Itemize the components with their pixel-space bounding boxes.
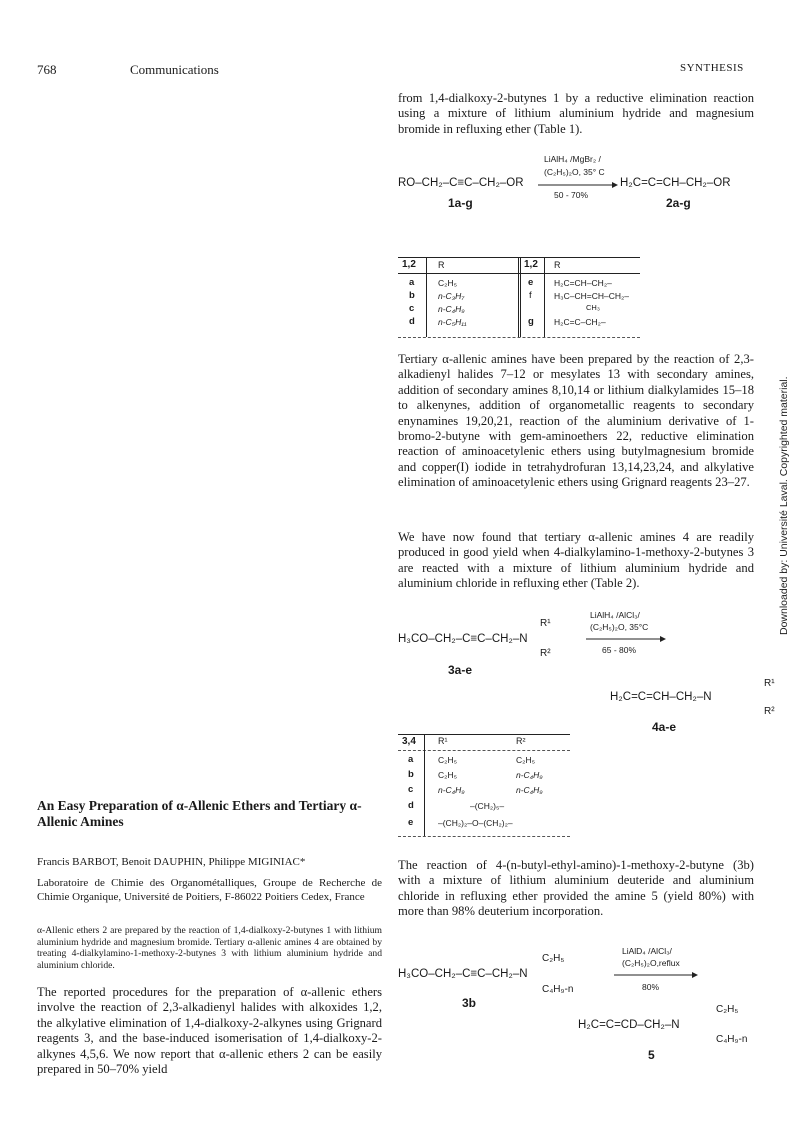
scheme2-arrow bbox=[586, 632, 666, 644]
scheme3-product-label: 5 bbox=[648, 1048, 655, 1062]
scheme3-yield: 80% bbox=[642, 982, 660, 992]
scheme3-product: H₂C=C=CD–CH₂–N bbox=[578, 1019, 680, 1031]
table2-row-c-r1: n-C₄H₉ bbox=[438, 785, 465, 795]
table2-row-a-r2: C₂H₅ bbox=[516, 755, 536, 765]
scheme1-product-label: 2a-g bbox=[666, 196, 691, 210]
scheme1-reagent-mid: (C₂H₅)₂O, 35° C bbox=[544, 167, 605, 177]
scheme3-sub-top: C₂H₅ bbox=[542, 953, 565, 964]
table2-row-c-id: c bbox=[408, 784, 414, 795]
scheme2-reagent-mid: (C₂H₅)₂O, 35°C bbox=[590, 622, 649, 632]
paragraph-deuterium: The reaction of 4-(n-butyl-ethyl-amino)-1-methoxy-2-butyne (3b) with a mixture of lithium aluminium deuteride and aluminium chloride in refluxing ether provided the amine 5 (yield 80%) with more than 98% deuterium incorporation. bbox=[398, 858, 754, 919]
table1-row-g-r: H₂C=C–CH₂– bbox=[554, 317, 606, 327]
scheme3-reagent-top: LiAlD₄ /AlCl₃/ bbox=[622, 946, 672, 956]
table2-row-a-r1: C₂H₅ bbox=[438, 755, 458, 765]
scheme3-sub-bottom: C₄H₉-n bbox=[542, 984, 574, 995]
table1-row-b-id: b bbox=[409, 290, 415, 301]
table2-row-a-id: a bbox=[408, 754, 414, 765]
table2-row-c-r2: n-C₄H₉ bbox=[516, 785, 543, 795]
table2-row-b-r1: C₂H₅ bbox=[438, 770, 458, 780]
table1-row-g-methyl: CH₃ bbox=[586, 303, 600, 312]
scheme-3 bbox=[398, 946, 778, 1066]
table2-row-b-id: b bbox=[408, 769, 414, 780]
section-title: Communications bbox=[130, 62, 219, 77]
table1-row-a-id: a bbox=[409, 277, 415, 288]
intro-continuation: from 1,4-dialkoxy-2-butynes 1 by a reductive elimination reaction using a mixture of lithium aluminium hydride and magnesium bromide in refluxing ether (Table 1). bbox=[398, 91, 754, 136]
scheme2-r1: R¹ bbox=[540, 618, 551, 629]
table-1 bbox=[398, 257, 640, 339]
table1-row-c-id: c bbox=[409, 303, 415, 314]
article-title: An Easy Preparation of α-Allenic Ethers and Tertiary α-Allenic Amines bbox=[37, 798, 362, 829]
table1-header-r-2: R bbox=[554, 260, 561, 270]
scheme2-reactant: H₃CO–CH₂–C≡C–CH₂–N bbox=[398, 633, 528, 645]
table1-row-f-r: H₃C–CH=CH–CH₂– bbox=[554, 291, 630, 301]
table2-row-e-r: –(CH₂)₂–O–(CH₂)₂– bbox=[438, 818, 513, 828]
table2-row-d-r: –(CH₂)₅– bbox=[470, 801, 505, 811]
scheme3-reagent-mid: (C₂H₅)₂O,reflux bbox=[622, 958, 680, 968]
table1-row-c-r: n-C₄H₉ bbox=[438, 304, 465, 314]
journal-name: SYNTHESIS bbox=[680, 62, 744, 74]
download-watermark: Downloaded by: Université Laval. Copyrighted material. bbox=[778, 376, 790, 635]
scheme1-arrow bbox=[538, 178, 618, 190]
page-number: 768 bbox=[37, 62, 57, 77]
article-authors: Francis BARBOT, Benoit DAUPHIN, Philippe MIGINIAC* bbox=[37, 856, 306, 868]
table1-header-r: R bbox=[438, 260, 445, 270]
table2-header-r2: R² bbox=[516, 736, 526, 746]
scheme3-reactant-label: 3b bbox=[462, 996, 477, 1010]
table2-row-d-id: d bbox=[408, 800, 414, 811]
article-abstract: α-Allenic ethers 2 are prepared by the reaction of 1,4-dialkoxy-2-butynes 1 with lithium aluminium hydride and magnesium bromide. Tertiary α-allenic amines 4 are obtained by treating 4-dialkylamino-1-methoxy-2-butynes 3 with lithium aluminium hydride and aluminium chloride. bbox=[37, 925, 382, 971]
scheme3-reactant: H₃CO–CH₂–C≡C–CH₂–N bbox=[398, 968, 528, 980]
scheme2-product-r1: R¹ bbox=[764, 678, 775, 689]
table2-header-r1: R¹ bbox=[438, 736, 448, 746]
table1-row-f-id: f bbox=[529, 290, 532, 301]
scheme2-product-r2: R² bbox=[764, 706, 775, 717]
table1-header-compound-2: 1,2 bbox=[524, 259, 538, 270]
table1-row-g-id: g bbox=[528, 316, 534, 327]
table2-row-b-r2: n-C₄H₉ bbox=[516, 770, 543, 780]
article-intro: The reported procedures for the preparation of α-allenic ethers involve the reaction of 2,3-alkadienyl halides with alkoxides 1,2, the alkylative elimination of 1,4-dialkoxy-2-alkynes using Grignard reagents 3, and the base-induced isomerisation of 1,4-dialkoxy-2-alkynes 4,5,6. We now report that α-allenic ethers 2 can be easily prepared in 50–70% yield bbox=[37, 985, 382, 1077]
table-2 bbox=[398, 734, 570, 838]
paragraph-new-finding: We have now found that tertiary α-allenic amines 4 are readily produced in good yield when 4-dialkylamino-1-methoxy-2-butynes 3 are reacted with a mixture of lithium aluminium hydride and aluminium chloride in refluxing ether (Table 2). bbox=[398, 530, 754, 591]
scheme2-r2: R² bbox=[540, 648, 551, 659]
scheme1-reactant-label: 1a-g bbox=[448, 196, 473, 210]
scheme2-reagent-top: LiAlH₄ /AlCl₃/ bbox=[590, 610, 640, 620]
table2-header-compound: 3,4 bbox=[402, 736, 416, 747]
scheme1-yield: 50 - 70% bbox=[554, 190, 589, 200]
scheme2-product: H₂C=C=CH–CH₂–N bbox=[610, 691, 712, 703]
scheme2-yield: 65 - 80% bbox=[602, 645, 637, 655]
scheme2-product-label: 4a-e bbox=[652, 720, 677, 734]
article-affiliation: Laboratoire de Chimie des Organométalliques, Groupe de Recherche de Chimie Organique, Université de Poitiers, F-86022 Poitiers Cedex, France bbox=[37, 877, 382, 903]
scheme1-reactant: RO–CH₂–C≡C–CH₂–OR bbox=[398, 177, 524, 189]
table1-header-compound: 1,2 bbox=[402, 259, 416, 270]
table1-row-a-r: C₂H₅ bbox=[438, 278, 458, 288]
table1-row-e-id: e bbox=[528, 277, 534, 288]
scheme-1 bbox=[398, 154, 758, 234]
scheme3-arrow bbox=[614, 968, 698, 980]
table1-row-e-r: H₂C=CH–CH₂– bbox=[554, 278, 612, 288]
table2-row-e-id: e bbox=[408, 817, 414, 828]
scheme1-reagent-top: LiAlH₄ /MgBr₂ / bbox=[544, 154, 601, 164]
scheme2-reactant-label: 3a-e bbox=[448, 663, 473, 677]
table1-row-d-id: d bbox=[409, 316, 415, 327]
table1-row-b-r: n-C₃H₇ bbox=[438, 291, 465, 301]
table1-row-d-r: n-C₅H₁₁ bbox=[438, 317, 467, 327]
scheme3-product-sub-top: C₂H₅ bbox=[716, 1004, 739, 1015]
scheme3-product-sub-bottom: C₄H₉-n bbox=[716, 1034, 748, 1045]
paragraph-tertiary-amines: Tertiary α-allenic amines have been prepared by the reaction of 2,3-alkadienyl halides 7–12 or mesylates 13 with secondary amines, addition of secondary amines 8,10,14 or lithium dialkylamides 15–18 to alkenynes, addition of organometallic reagents to secondary enynamines 19,20,21, reaction of the aluminium derivative of 1-bromo-2-butyne with gem-aminoethers 22, reductive elimination reaction of aminoacetylenic ethers using butylmagnesium bromide and copper(I) iodide in tetrahydrofuran 13,14,23,24, and alkylative elimination of aminoacetylenic ethers using Grignard reagents 23–27. bbox=[398, 352, 754, 490]
scheme1-product: H₂C=C=CH–CH₂–OR bbox=[620, 177, 731, 189]
